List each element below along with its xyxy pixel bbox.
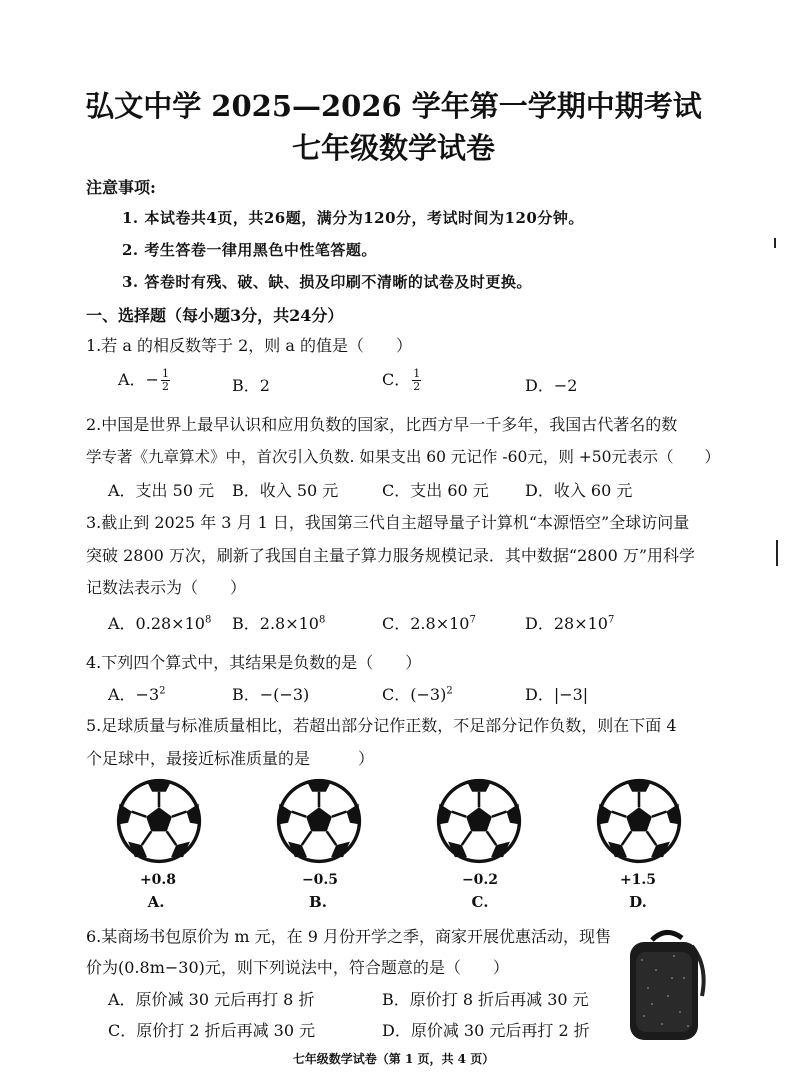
q1-option-c: [382, 367, 421, 393]
section-title: 一、选择题（每小题3分，共24分）: [86, 306, 344, 325]
question-3-line1: 3.截止到 2025 年 3 月 1 日，我国第三代自主超导量子计算机“本源悟空”全球访问量: [86, 513, 690, 532]
q1-option-b: B．2: [232, 376, 270, 395]
q4-a-exponent: 2: [159, 685, 166, 697]
q1-option-c-prefix: C．: [382, 370, 411, 389]
q1-c-denominator: 2: [413, 380, 421, 393]
q6-option-a: A．原价减 30 元后再打 8 折: [108, 990, 315, 1009]
notice-item-1: 1. 本试卷共4页，共26题，满分为120分，考试时间为120分钟。: [122, 209, 584, 227]
q3-d-exponent: 7: [607, 614, 615, 626]
q2-option-d: D．收入 60 元: [525, 481, 633, 500]
q3-a-base: A．0.28×10: [108, 614, 205, 633]
q3-option-b: [232, 611, 325, 634]
ball-d-value: +1.5: [619, 872, 657, 888]
q1-option-a-fraction: [161, 368, 170, 393]
ball-a-label: A.: [147, 893, 165, 911]
scan-mark: [774, 238, 776, 248]
q4-option-d: D．|−3|: [525, 685, 589, 704]
ball-c-label: C.: [471, 893, 489, 911]
q4-a-base: A．−3: [108, 685, 160, 704]
soccer-ball-icon-c: [436, 778, 522, 864]
ball-d-label: D.: [629, 893, 647, 911]
q3-b-base: B．2.8×10: [232, 614, 319, 633]
question-6-line2: 价为(0.8m−30)元，则下列说法中，符合题意的是（ ）: [86, 958, 509, 977]
q2-option-b: B．收入 50 元: [232, 481, 339, 500]
q2-option-c: C．支出 60 元: [382, 481, 489, 500]
question-3-line2: 突破 2800 万次，刷新了我国自主量子算力服务规模记录．其中数据“2800 万”用科学: [86, 546, 696, 565]
page-title-line2: 七年级数学试卷: [291, 131, 495, 165]
soccer-ball-icon-b: [276, 778, 362, 864]
page-footer: 七年级数学试卷（第 1 页，共 4 页）: [292, 1052, 495, 1066]
backpack-icon: [622, 926, 710, 1044]
scan-mark: [776, 540, 778, 566]
q1-option-a: [118, 367, 170, 393]
ball-b-value: −0.5: [301, 872, 339, 888]
question-3-line3: 记数法表示为（ ）: [86, 578, 247, 597]
q4-option-c: [382, 682, 453, 705]
q3-b-exponent: 8: [318, 614, 326, 626]
q1-option-c-fraction: [412, 368, 421, 393]
ball-a-value: +0.8: [139, 872, 177, 888]
question-5-line1: 5.足球质量与标准质量相比，若超出部分记作正数，不足部分记作负数，则在下面 4: [86, 716, 677, 735]
q1-option-a-prefix: A．−: [118, 370, 159, 389]
q1-option-d: D．−2: [525, 376, 578, 395]
ball-b-label: B.: [309, 893, 327, 911]
q4-option-a: [108, 682, 166, 705]
question-2-line1: 2.中国是世界上最早认识和应用负数的国家，比西方早一千多年，我国古代著名的数: [86, 415, 678, 434]
page-title-line1: 弘文中学 2025—2026 学年第一学期中期考试: [85, 89, 702, 123]
notice-item-3: 3. 答卷时有残、破、缺、损及印刷不清晰的试卷及时更换。: [122, 273, 532, 291]
notice-item-2: 2. 考生答卷一律用黑色中性笔答题。: [122, 241, 377, 259]
q6-option-d: D．原价减 30 元后再打 2 折: [382, 1021, 590, 1040]
q2-option-a: A．支出 50 元: [108, 481, 215, 500]
question-1-stem: 1.若 a 的相反数等于 2，则 a 的值是（ ）: [86, 336, 412, 355]
q4-option-b: B．−(−3): [232, 685, 310, 704]
notice-title: 注意事项:: [86, 178, 156, 197]
q3-c-exponent: 7: [469, 614, 476, 626]
q3-c-base: C．2.8×10: [382, 614, 470, 633]
soccer-ball-icon-d: [596, 778, 682, 864]
question-5-line2: 个足球中，最接近标准质量的是 ）: [86, 749, 375, 768]
soccer-ball-icon-a: [116, 778, 202, 864]
q3-a-exponent: 8: [204, 614, 212, 626]
q4-c-base: C．(−3): [382, 685, 447, 704]
question-4-stem: 4.下列四个算式中，其结果是负数的是（ ）: [86, 653, 422, 672]
q6-option-b: B．原价打 8 折后再减 30 元: [382, 990, 589, 1009]
q3-option-c: [382, 611, 476, 634]
q1-a-numerator: 1: [161, 367, 169, 380]
question-2-line2: 学专著《九章算术》中，首次引入负数. 如果支出 60 元记作 -60元，则 +50元表示（ ）: [86, 448, 720, 466]
question-6-line1: 6.某商场书包原价为 m 元，在 9 月份开学之季，商家开展优惠活动，现售: [86, 927, 611, 946]
q1-a-denominator: 2: [161, 380, 169, 393]
q3-d-base: D．28×10: [525, 614, 608, 633]
q6-option-c: C．原价打 2 折后再减 30 元: [108, 1021, 316, 1040]
q1-c-numerator: 1: [413, 367, 421, 380]
q3-option-d: [525, 611, 614, 634]
ball-c-value: −0.2: [461, 872, 499, 888]
q3-option-a: [108, 611, 211, 634]
q4-c-exponent: 2: [446, 685, 453, 697]
